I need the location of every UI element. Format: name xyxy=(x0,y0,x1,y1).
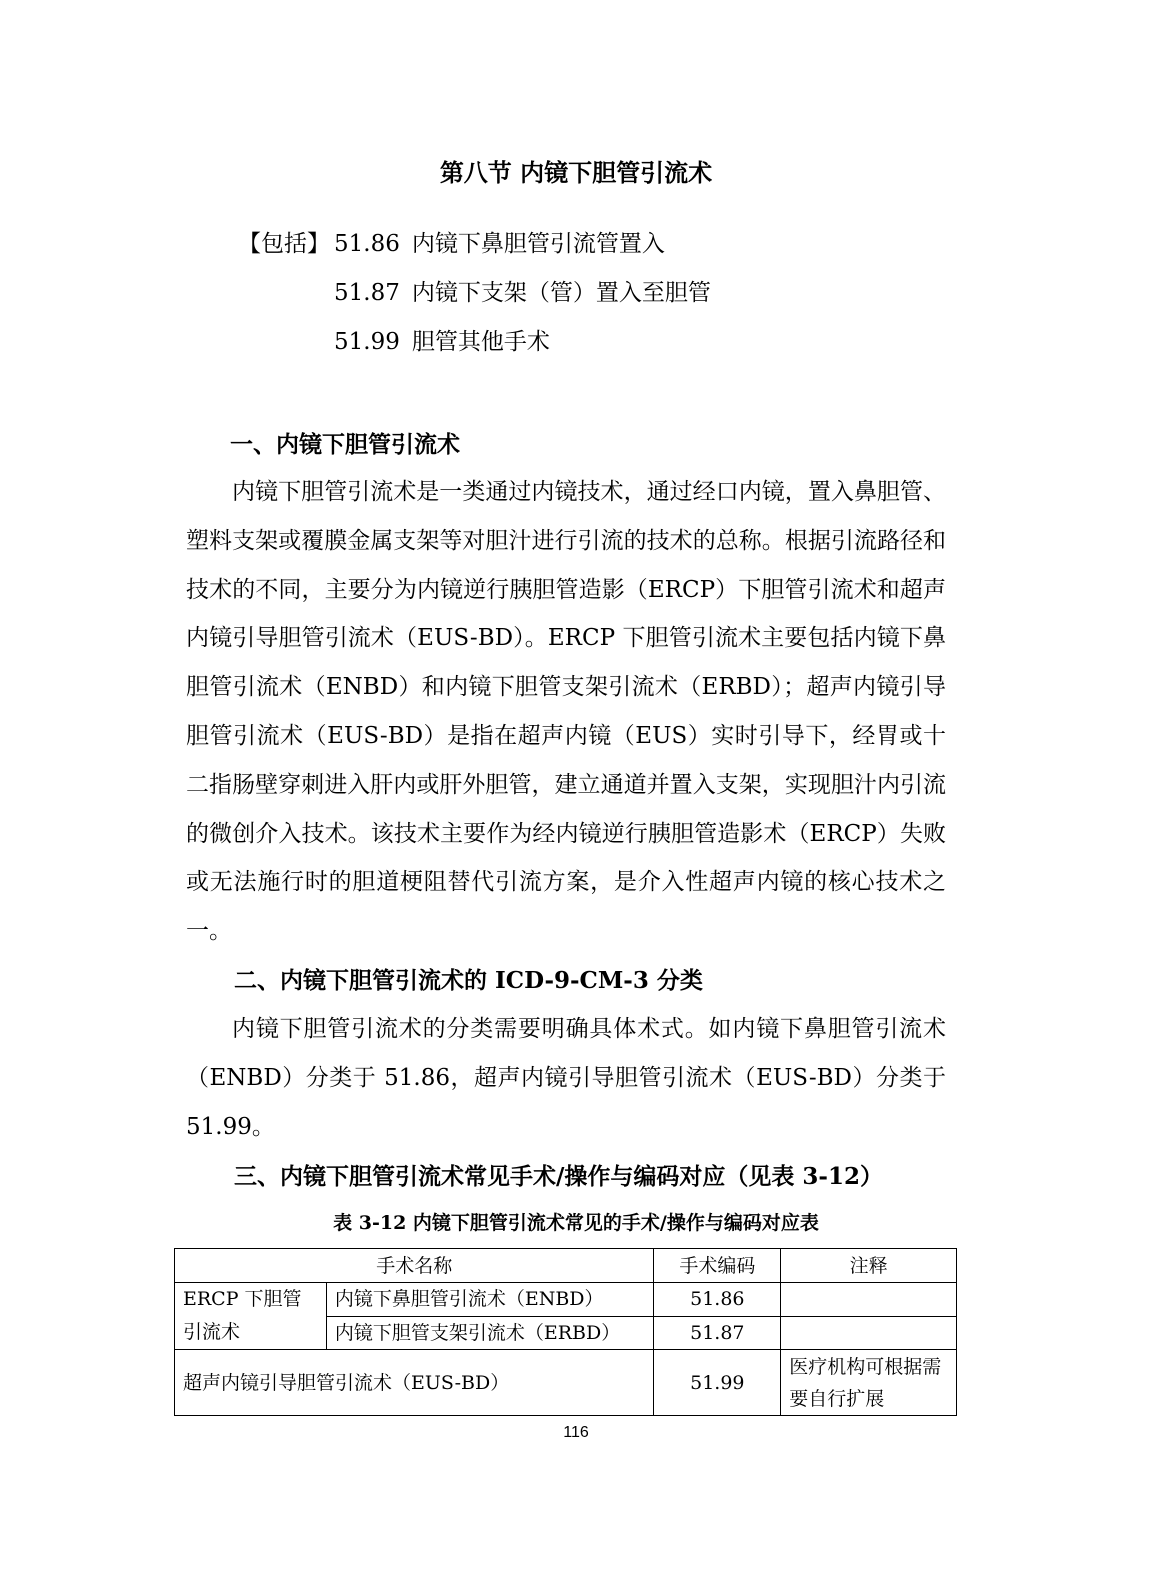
header-procedure-name: 手术名称 xyxy=(175,1249,654,1283)
code-table xyxy=(174,1248,957,1416)
procedure-code: 51.99 xyxy=(334,329,400,355)
section-paragraph-1: 内镜下胆管引流术是一类通过内镜技术，通过经口内镜，置入鼻胆管、塑料支架或覆膜金属支架等对胆汁进行引流的技术的总称。根据引流路径和技术的不同，主要分为内镜逆行胰胆管造影（ERCP）下胆管引流术和超声内镜引导胆管引流术（EUS-BD）。ERCP 下胆管引流术主要包括内镜下鼻胆管引流术（ENBD）和内镜下胆管支架引流术（ERBD）；超声内镜引导胆管引流术（EUS-BD）是指在超声内镜（EUS）实时引导下，经胃或十二指肠壁穿刺进入肝内或肝外胆管，建立通道并置入支架，实现胆汁内引流的微创介入技术。该技术主要作为经内镜逆行胰胆管造影术（ERCP）失败或无法施行时的胆道梗阻替代引流方案，是介入性超声内镜的核心技术之一。 xyxy=(186,479,946,945)
includes-item xyxy=(238,226,711,275)
section-paragraph-2: 内镜下胆管引流术的分类需要明确具体术式。如内镜下鼻胆管引流术（ENBD）分类于 51.86，超声内镜引导胆管引流术（EUS-BD）分类于 51.99。 xyxy=(186,1016,946,1140)
includes-item xyxy=(238,324,711,373)
header-procedure-code: 手术编码 xyxy=(654,1249,781,1283)
procedure-name: 内镜下鼻胆管引流术（ENBD） xyxy=(326,1283,654,1317)
table-row xyxy=(175,1283,957,1317)
procedure-code: 51.87 xyxy=(334,280,400,306)
note xyxy=(781,1316,957,1350)
section-heading-1: 一、内镜下胆管引流术 xyxy=(230,431,460,458)
table-header-row xyxy=(175,1249,957,1283)
header-note: 注释 xyxy=(781,1249,957,1283)
procedure-name: 内镜下鼻胆管引流管置入 xyxy=(411,231,665,257)
procedure-name: 内镜下支架（管）置入至胆管 xyxy=(411,280,711,306)
group-label: ERCP 下胆管引流术 xyxy=(175,1283,327,1350)
includes-label: 【包括】 xyxy=(238,231,330,257)
procedure-code: 51.87 xyxy=(654,1316,781,1350)
procedure-code: 51.86 xyxy=(334,231,400,257)
section-title: 第八节 内镜下胆管引流术 xyxy=(439,158,713,187)
note: 医疗机构可根据需要自行扩展 xyxy=(781,1350,957,1416)
section-heading-2: 二、内镜下胆管引流术的 ICD-9-CM-3 分类 xyxy=(234,967,703,994)
procedure-name: 胆管其他手术 xyxy=(411,329,550,355)
procedure-code: 51.86 xyxy=(654,1283,781,1317)
table-row xyxy=(175,1350,957,1416)
procedure-name: 内镜下胆管支架引流术（ERBD） xyxy=(326,1316,654,1350)
page-number: 116 xyxy=(563,1424,589,1441)
note xyxy=(781,1283,957,1317)
procedure-name: 超声内镜引导胆管引流术（EUS-BD） xyxy=(175,1350,654,1416)
procedure-code: 51.99 xyxy=(654,1350,781,1416)
table-caption: 表 3-12 内镜下胆管引流术常见的手术/操作与编码对应表 xyxy=(333,1212,819,1234)
includes-list xyxy=(238,226,711,373)
includes-item xyxy=(238,275,711,324)
section-heading-3: 三、内镜下胆管引流术常见手术/操作与编码对应（见表 3-12） xyxy=(234,1163,883,1190)
